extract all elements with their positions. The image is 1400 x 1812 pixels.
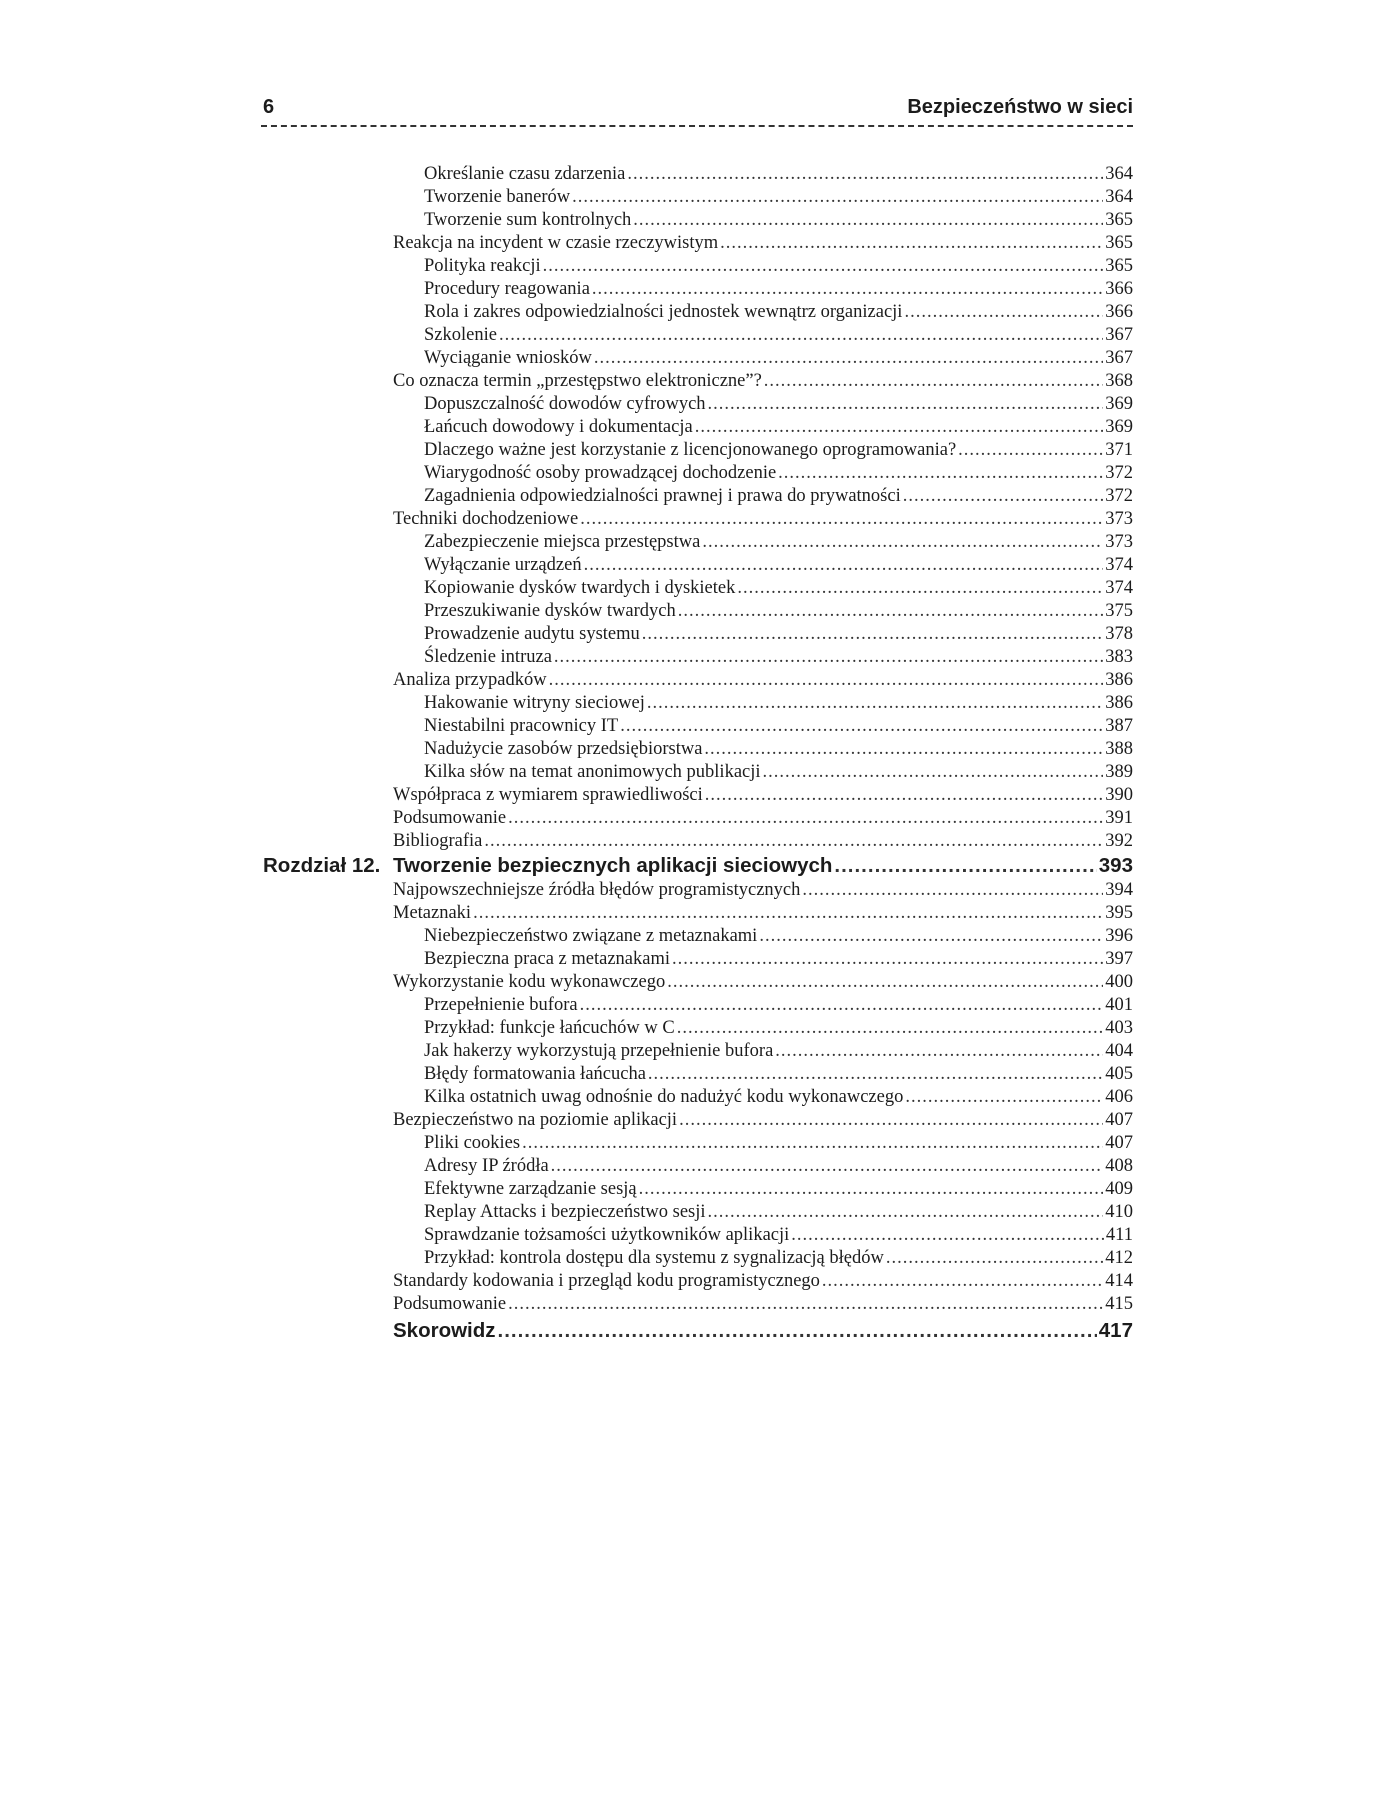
dot-leader xyxy=(958,439,1103,462)
toc-entry-page: 392 xyxy=(1105,831,1133,851)
toc-entry-page: 407 xyxy=(1105,1133,1133,1153)
toc-entry[interactable] xyxy=(263,1155,1133,1178)
toc-entry[interactable] xyxy=(263,784,1133,807)
page-header xyxy=(263,96,1133,122)
toc-entry[interactable] xyxy=(263,715,1133,738)
toc-entry[interactable] xyxy=(263,1017,1133,1040)
toc-entry-page: 389 xyxy=(1105,762,1133,782)
toc-entry[interactable] xyxy=(263,1293,1133,1316)
toc-entry-title: Procedury reagowania xyxy=(424,279,590,299)
toc-entry-title: Wykorzystanie kodu wykonawczego xyxy=(393,972,666,992)
toc-entry-title: Przykład: kontrola dostępu dla systemu z sygnalizacją błędów xyxy=(424,1248,884,1268)
dot-leader xyxy=(667,971,1103,994)
toc-entry-title: Reakcja na incydent w czasie rzeczywistym xyxy=(393,233,719,253)
toc-entry[interactable] xyxy=(263,1247,1133,1270)
toc-entry[interactable] xyxy=(263,623,1133,646)
toc-entry-title: Prowadzenie audytu systemu xyxy=(424,624,640,644)
toc-entry[interactable] xyxy=(263,462,1133,485)
toc-entry-page: 364 xyxy=(1105,187,1133,207)
dot-leader xyxy=(484,830,1103,853)
toc-entry[interactable] xyxy=(263,439,1133,462)
toc-entry[interactable] xyxy=(263,902,1133,925)
toc-entry[interactable] xyxy=(263,163,1133,186)
toc-entry-title: Jak hakerzy wykorzystują przepełnienie bufora xyxy=(424,1041,774,1061)
toc-entry-page: 407 xyxy=(1105,1110,1133,1130)
toc-entry-page: 373 xyxy=(1105,532,1133,552)
toc-entry-title: Zagadnienia odpowiedzialności prawnej i prawa do prywatności xyxy=(424,486,901,506)
toc-entry-page: 401 xyxy=(1105,995,1133,1015)
toc-entry-title: Śledzenie intruza xyxy=(424,647,552,667)
toc-entry[interactable] xyxy=(263,301,1133,324)
toc-entry[interactable] xyxy=(263,255,1133,278)
toc-entry-page: 404 xyxy=(1105,1041,1133,1061)
toc-entry-title: Podsumowanie xyxy=(393,808,507,828)
dot-leader xyxy=(763,761,1104,784)
chapter-entry[interactable] xyxy=(263,853,1133,879)
dot-leader xyxy=(702,531,1103,554)
dot-leader xyxy=(904,301,1103,324)
toc-entry-page: 388 xyxy=(1105,739,1133,759)
toc-entry-title: Tworzenie sum kontrolnych xyxy=(424,210,632,230)
toc-entry-title: Niebezpieczeństwo związane z metaznakami xyxy=(424,926,758,946)
toc-entry-page: 395 xyxy=(1105,903,1133,923)
dot-leader xyxy=(886,1247,1103,1270)
toc-entry[interactable] xyxy=(263,1178,1133,1201)
toc-entry-title: Sprawdzanie tożsamości użytkowników aplikacji xyxy=(424,1225,790,1245)
dot-leader xyxy=(704,738,1103,761)
toc-entry-title: Rola i zakres odpowiedzialności jednostek wewnątrz organizacji xyxy=(424,302,903,322)
toc-entry-page: 386 xyxy=(1105,693,1133,713)
toc-entry[interactable] xyxy=(263,324,1133,347)
toc-entry-page: 387 xyxy=(1105,716,1133,736)
toc-entry-page: 411 xyxy=(1105,1225,1133,1245)
toc-entry[interactable] xyxy=(263,278,1133,301)
toc-entry[interactable] xyxy=(263,1201,1133,1224)
toc-entry[interactable] xyxy=(263,1132,1133,1155)
toc-entry-page: 366 xyxy=(1105,302,1133,322)
toc-entry-title: Przeszukiwanie dysków twardych xyxy=(424,601,676,621)
toc-entry-title: Niestabilni pracownicy IT xyxy=(424,716,619,736)
toc-entry[interactable] xyxy=(263,347,1133,370)
toc-entry-title: Kilka słów na temat anonimowych publikacji xyxy=(424,762,761,782)
toc-entry[interactable] xyxy=(263,600,1133,623)
dot-leader xyxy=(592,278,1103,301)
dot-leader xyxy=(620,715,1103,738)
dot-leader xyxy=(627,163,1103,186)
dot-leader xyxy=(679,1109,1103,1132)
dot-leader xyxy=(705,784,1103,807)
toc-entry-page: 367 xyxy=(1105,348,1133,368)
toc-entry-page: 374 xyxy=(1105,555,1133,575)
toc-entry[interactable] xyxy=(263,1063,1133,1086)
dot-leader xyxy=(633,209,1103,232)
toc-entry[interactable] xyxy=(263,669,1133,692)
dot-leader xyxy=(473,902,1103,925)
toc-entry-page: 366 xyxy=(1105,279,1133,299)
dot-leader xyxy=(522,1132,1103,1155)
toc-entry[interactable] xyxy=(263,692,1133,715)
toc-entry[interactable] xyxy=(263,646,1133,669)
toc-entry[interactable] xyxy=(263,393,1133,416)
toc-entry[interactable] xyxy=(263,948,1133,971)
toc-entry-title: Szkolenie xyxy=(424,325,497,345)
toc-entry-page: 383 xyxy=(1105,647,1133,667)
toc-entry-title: Zabezpieczenie miejsca przestępstwa xyxy=(424,532,701,552)
toc-entry-page: 369 xyxy=(1105,417,1133,437)
toc-entry-title: Wyłączanie urządzeń xyxy=(424,555,582,575)
toc-entry-title: Hakowanie witryny sieciowej xyxy=(424,693,645,713)
toc-entry-page: 412 xyxy=(1105,1248,1133,1268)
dot-leader xyxy=(572,186,1103,209)
toc-entry[interactable] xyxy=(263,738,1133,761)
toc-entry-page: 408 xyxy=(1105,1156,1133,1176)
toc-entry-page: 390 xyxy=(1105,785,1133,805)
toc-entry-title: Łańcuch dowodowy i dokumentacja xyxy=(424,417,693,437)
dot-leader xyxy=(759,925,1103,948)
dot-leader xyxy=(677,1017,1104,1040)
dot-leader xyxy=(708,393,1104,416)
toc-entry-title: Polityka reakcji xyxy=(424,256,541,276)
toc-entry-page: 367 xyxy=(1105,325,1133,345)
toc-entry-page: 368 xyxy=(1105,371,1133,391)
dot-leader xyxy=(903,485,1104,508)
dot-leader xyxy=(905,1086,1103,1109)
toc-section-part1 xyxy=(263,163,1133,853)
dot-leader xyxy=(822,1270,1103,1293)
dot-leader xyxy=(554,646,1103,669)
dot-leader xyxy=(775,1040,1103,1063)
toc-entry-title: Przepełnienie bufora xyxy=(424,995,578,1015)
toc-entry[interactable] xyxy=(263,370,1133,393)
toc-entry-title: Co oznacza termin „przestępstwo elektroniczne”? xyxy=(393,371,762,391)
toc-entry[interactable] xyxy=(263,971,1133,994)
running-title: Bezpieczeństwo w sieci xyxy=(907,96,1133,118)
toc-entry[interactable] xyxy=(263,508,1133,531)
toc-entry[interactable] xyxy=(263,879,1133,902)
toc-entry-title: Dlaczego ważne jest korzystanie z licencjonowanego oprogramowania? xyxy=(424,440,957,460)
toc-entry-title: Podsumowanie xyxy=(393,1294,507,1314)
dot-leader xyxy=(508,807,1103,830)
chapter-page: 393 xyxy=(1098,854,1133,877)
toc-entry-page: 397 xyxy=(1105,949,1133,969)
toc-entry-title: Bezpieczeństwo na poziomie aplikacji xyxy=(393,1110,678,1130)
toc-entry-title: Standardy kodowania i przegląd kodu programistycznego xyxy=(393,1271,820,1291)
toc-entry-page: 396 xyxy=(1105,926,1133,946)
dot-leader xyxy=(543,255,1104,278)
dot-leader xyxy=(580,508,1103,531)
toc-entry-page: 365 xyxy=(1105,256,1133,276)
toc-entry[interactable] xyxy=(263,1224,1133,1247)
toc-entry-page: 375 xyxy=(1105,601,1133,621)
toc-entry[interactable] xyxy=(263,994,1133,1017)
dot-leader xyxy=(499,324,1103,347)
toc-section-part2 xyxy=(263,879,1133,1316)
toc-entry[interactable] xyxy=(263,1040,1133,1063)
dot-leader xyxy=(695,416,1104,439)
toc-entry[interactable] xyxy=(263,531,1133,554)
dot-leader xyxy=(642,623,1103,646)
dot-leader xyxy=(647,692,1103,715)
toc-entry-title: Kopiowanie dysków twardych i dyskietek xyxy=(424,578,736,598)
toc-entry-page: 403 xyxy=(1105,1018,1133,1038)
toc-entry-title: Współpraca z wymiarem sprawiedliwości xyxy=(393,785,703,805)
chapter-label: Rozdział 12. xyxy=(263,854,381,877)
dot-leader xyxy=(708,1201,1104,1224)
toc-entry[interactable] xyxy=(263,577,1133,600)
dot-leader xyxy=(778,462,1103,485)
table-of-contents xyxy=(263,163,1133,1346)
toc-entry-title: Wiarygodność osoby prowadzącej dochodzenie xyxy=(424,463,777,483)
toc-entry-title: Dopuszczalność dowodów cyfrowych xyxy=(424,394,706,414)
dot-leader xyxy=(802,879,1103,902)
toc-entry-page: 386 xyxy=(1105,670,1133,690)
toc-entry-title: Tworzenie banerów xyxy=(424,187,571,207)
page-number: 6 xyxy=(263,96,275,118)
toc-entry-page: 378 xyxy=(1105,624,1133,644)
toc-entry-page: 364 xyxy=(1105,164,1133,184)
toc-entry-page: 365 xyxy=(1105,233,1133,253)
dot-leader xyxy=(580,994,1104,1017)
toc-entry-page: 369 xyxy=(1105,394,1133,414)
toc-entry[interactable] xyxy=(263,1270,1133,1293)
toc-entry[interactable] xyxy=(263,830,1133,853)
toc-entry-page: 394 xyxy=(1105,880,1133,900)
toc-entry-page: 371 xyxy=(1105,440,1133,460)
toc-entry-title: Metaznaki xyxy=(393,903,472,923)
toc-entry-title: Adresy IP źródła xyxy=(424,1156,549,1176)
dot-leader xyxy=(720,232,1103,255)
dot-leader xyxy=(549,669,1104,692)
toc-entry[interactable] xyxy=(263,416,1133,439)
toc-entry[interactable] xyxy=(263,1109,1133,1132)
toc-entry-title: Bibliografia xyxy=(393,831,483,851)
dot-leader xyxy=(764,370,1103,393)
toc-entry-page: 372 xyxy=(1105,486,1133,506)
toc-entry[interactable] xyxy=(263,186,1133,209)
toc-entry[interactable] xyxy=(263,925,1133,948)
toc-entry-title: Najpowszechniejsze źródła błędów programistycznych xyxy=(393,880,801,900)
index-title: Skorowidz xyxy=(393,1319,496,1342)
toc-entry-page: 414 xyxy=(1105,1271,1133,1291)
toc-entry-title: Przykład: funkcje łańcuchów w C xyxy=(424,1018,675,1038)
dot-leader xyxy=(584,554,1104,577)
dot-leader xyxy=(551,1155,1104,1178)
toc-entry[interactable] xyxy=(263,209,1133,232)
toc-entry[interactable] xyxy=(263,761,1133,784)
dot-leader xyxy=(737,577,1103,600)
index-page: 417 xyxy=(1098,1319,1133,1342)
chapter-title: Tworzenie bezpiecznych aplikacji sieciowych xyxy=(393,854,833,877)
toc-entry-title: Błędy formatowania łańcucha xyxy=(424,1064,646,1084)
toc-entry-title: Efektywne zarządzanie sesją xyxy=(424,1179,637,1199)
toc-entry-page: 365 xyxy=(1105,210,1133,230)
toc-entry[interactable] xyxy=(263,485,1133,508)
dot-leader xyxy=(791,1224,1104,1247)
toc-entry[interactable] xyxy=(263,807,1133,830)
toc-entry-page: 405 xyxy=(1105,1064,1133,1084)
toc-entry-title: Określanie czasu zdarzenia xyxy=(424,164,626,184)
dot-leader xyxy=(498,1316,1097,1346)
toc-entry[interactable] xyxy=(263,1086,1133,1109)
index-entry[interactable] xyxy=(263,1316,1133,1346)
toc-entry-title: Techniki dochodzeniowe xyxy=(393,509,579,529)
header-rule xyxy=(261,125,1133,127)
toc-entry-title: Bezpieczna praca z metaznakami xyxy=(424,949,670,969)
toc-entry-title: Wyciąganie wniosków xyxy=(424,348,592,368)
toc-entry-title: Kilka ostatnich uwag odnośnie do nadużyć kodu wykonawczego xyxy=(424,1087,904,1107)
toc-entry-page: 391 xyxy=(1105,808,1133,828)
dot-leader xyxy=(834,853,1096,879)
dot-leader xyxy=(648,1063,1103,1086)
toc-entry-title: Replay Attacks i bezpieczeństwo sesji xyxy=(424,1202,706,1222)
toc-entry[interactable] xyxy=(263,232,1133,255)
toc-entry-page: 373 xyxy=(1105,509,1133,529)
toc-entry-title: Nadużycie zasobów przedsiębiorstwa xyxy=(424,739,703,759)
toc-entry-page: 406 xyxy=(1105,1087,1133,1107)
toc-entry-page: 374 xyxy=(1105,578,1133,598)
toc-entry-page: 409 xyxy=(1105,1179,1133,1199)
toc-entry-page: 410 xyxy=(1105,1202,1133,1222)
dot-leader xyxy=(508,1293,1103,1316)
toc-entry-page: 400 xyxy=(1105,972,1133,992)
dot-leader xyxy=(672,948,1103,971)
dot-leader xyxy=(639,1178,1104,1201)
dot-leader xyxy=(594,347,1103,370)
toc-entry-title: Pliki cookies xyxy=(424,1133,521,1153)
toc-entry-page: 372 xyxy=(1105,463,1133,483)
toc-entry-title: Analiza przypadków xyxy=(393,670,547,690)
toc-entry[interactable] xyxy=(263,554,1133,577)
dot-leader xyxy=(678,600,1104,623)
toc-entry-page: 415 xyxy=(1105,1294,1133,1314)
